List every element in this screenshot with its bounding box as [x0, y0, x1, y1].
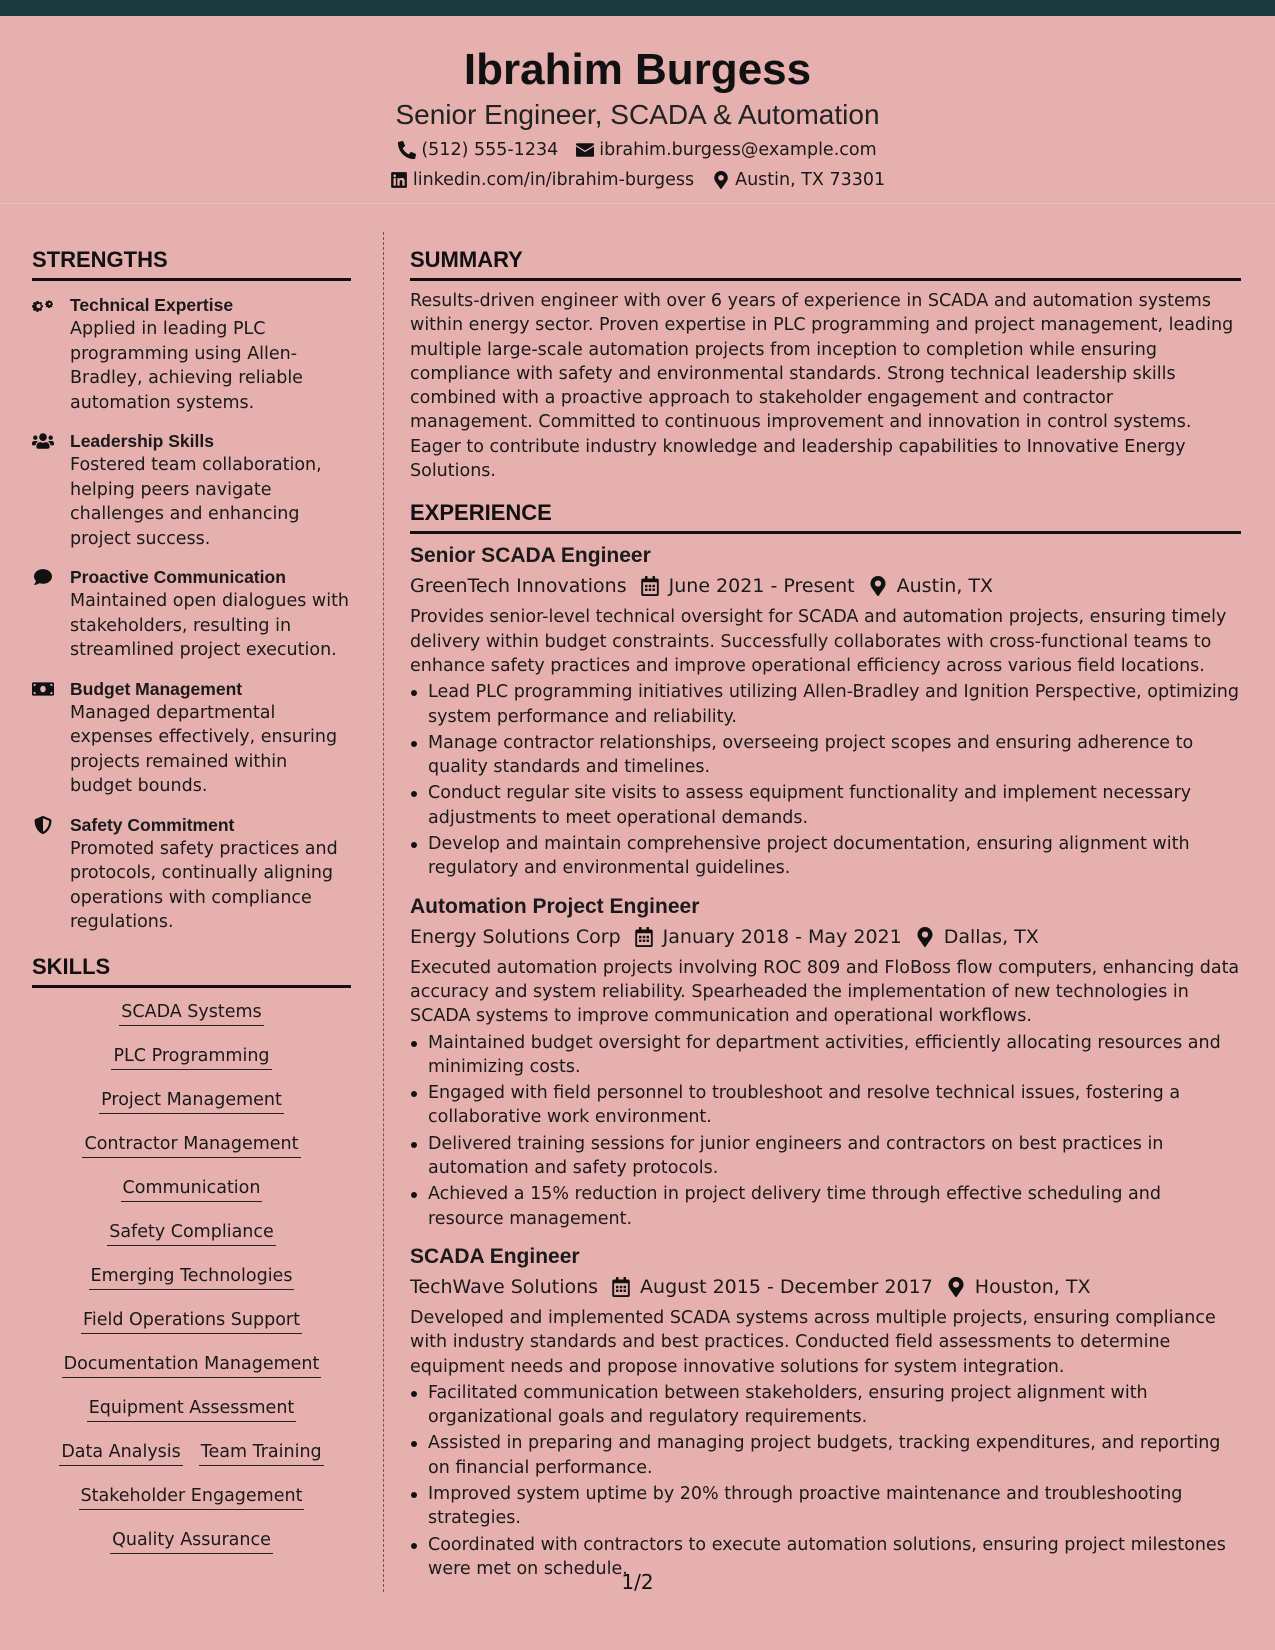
job-dates: August 2015 - December 2017	[640, 1275, 933, 1298]
strengths-heading: STRENGTHS	[32, 246, 351, 281]
job-company: Energy Solutions Corp	[410, 925, 621, 948]
job-entry	[410, 893, 1241, 1231]
job-bullets	[410, 680, 1241, 880]
job-location: Houston, TX	[974, 1275, 1091, 1298]
job-meta	[410, 922, 1241, 952]
calendar-icon	[612, 1277, 630, 1297]
skill-tag: Stakeholder Engagement	[79, 1484, 305, 1510]
contact-row-1	[0, 138, 1275, 162]
map-marker-icon	[916, 927, 934, 947]
job-bullet: Lead PLC programming initiatives utilizing Allen-Bradley and Ignition Perspective, optimizing system performance and reliability.	[410, 680, 1241, 729]
shield-icon	[32, 816, 54, 834]
strength-desc: Fostered team collaboration, helping peers navigate challenges and enhancing project success.	[70, 455, 322, 549]
job-meta	[410, 571, 1241, 601]
skill-tag: PLC Programming	[111, 1044, 271, 1070]
job-title: Automation Project Engineer	[410, 894, 700, 918]
map-marker-icon	[947, 1277, 965, 1297]
strength-name: Safety Commitment	[70, 814, 235, 835]
strength-name: Budget Management	[70, 678, 243, 699]
contact-row-2	[0, 168, 1275, 192]
users-icon	[32, 432, 54, 450]
skill-tag: Safety Compliance	[107, 1220, 276, 1246]
job-meta	[410, 1272, 1241, 1302]
right-column	[410, 246, 1241, 1583]
job-bullet: Maintained budget oversight for department activities, efficiently allocating resources and minimizing costs.	[410, 1031, 1241, 1080]
job-bullet: Achieved a 15% reduction in project delivery time through effective scheduling and resource management.	[410, 1182, 1241, 1231]
strength-item	[32, 429, 351, 551]
summary-text: Results-driven engineer with over 6 years of experience in SCADA and automation systems within energy sector. Proven expertise in PLC programming and project management, leading multiple large-scale automation projects from inception to completion while ensuring compliance with safety and environmental standards. Strong technical leadership skills combined with a proactive approach to stakeholder engagement and contractor management. Committed to continuous improvement and innovation in control systems. Eager to contribute industry knowledge and leadership capabilities to Innovative Energy Solutions.	[410, 291, 1234, 482]
skill-tag: Field Operations Support	[81, 1308, 302, 1334]
job-bullet: Improved system uptime by 20% through proactive maintenance and troubleshooting strategies.	[410, 1482, 1241, 1531]
job-dates: June 2021 - Present	[668, 575, 855, 598]
skill-tag: Documentation Management	[62, 1352, 322, 1378]
job-title: SCADA Engineer	[410, 1244, 580, 1268]
job-bullet: Engaged with field personnel to troubleshoot and resolve technical issues, fostering a collaborative work environment.	[410, 1081, 1241, 1130]
resume-header	[0, 16, 1275, 204]
job-entry	[410, 1243, 1241, 1581]
strength-name: Proactive Communication	[70, 567, 286, 587]
strength-item	[32, 565, 351, 663]
email-text[interactable]: ibrahim.burgess@example.com	[599, 140, 877, 160]
comment-icon	[32, 568, 54, 586]
experience-heading: EXPERIENCE	[410, 499, 1241, 534]
envelope-icon	[576, 141, 594, 159]
skills-heading: SKILLS	[32, 953, 351, 988]
map-marker-icon	[869, 576, 887, 596]
money-bill-icon	[32, 680, 54, 698]
job-company: TechWave Solutions	[410, 1275, 599, 1298]
strength-item	[32, 813, 351, 935]
job-bullet: Facilitated communication between stakeholders, ensuring project alignment with organizational goals and regulatory requirements.	[410, 1381, 1241, 1430]
skill-tag: Team Training	[199, 1440, 324, 1466]
left-column	[32, 246, 351, 1554]
job-title: Senior SCADA Engineer	[410, 544, 651, 568]
job-company: GreenTech Innovations	[410, 575, 627, 598]
skill-tag: SCADA Systems	[119, 1000, 263, 1026]
strength-name: Technical Expertise	[70, 295, 234, 315]
skill-tag: Data Analysis	[59, 1440, 182, 1466]
strength-item	[32, 677, 351, 799]
job-bullet: Coordinated with contractors to execute automation solutions, ensuring project milestones were met on schedule.	[410, 1533, 1241, 1582]
phone-contact	[398, 138, 558, 162]
skill-tag: Equipment Assessment	[87, 1396, 297, 1422]
strength-item	[32, 293, 351, 415]
location-text: Austin, TX 73301	[735, 170, 886, 190]
job-bullet: Conduct regular site visits to assess equipment functionality and implement necessary adjustments to meet operational demands.	[410, 781, 1241, 830]
skill-tag: Emerging Technologies	[89, 1264, 295, 1290]
job-bullets	[410, 1031, 1241, 1231]
linkedin-contact[interactable]	[390, 168, 694, 192]
job-bullet: Develop and maintain comprehensive project documentation, ensuring alignment with regulatory and environmental guidelines.	[410, 832, 1241, 881]
job-description: Executed automation projects involving ROC 809 and FloBoss flow computers, enhancing data accuracy and system reliability. Spearheaded the implementation of new technologies in SCADA systems to improve communication and operational workflows.	[410, 957, 1240, 1027]
calendar-icon	[635, 927, 653, 947]
candidate-title: Senior Engineer, SCADA & Automation	[395, 99, 880, 130]
job-bullets	[410, 1381, 1241, 1581]
strengths-list	[32, 293, 351, 935]
job-location: Austin, TX	[896, 575, 994, 598]
job-description: Developed and implemented SCADA systems across multiple projects, ensuring compliance with industry standards and best practices. Conducted field assessments to determine equipment needs and propose innovative solutions for system integration.	[410, 1307, 1216, 1377]
skill-tag: Project Management	[99, 1088, 284, 1114]
map-marker-icon	[712, 171, 730, 189]
location-contact	[712, 168, 885, 192]
column-divider	[383, 232, 384, 1592]
skill-tag: Communication	[121, 1176, 263, 1202]
job-dates: January 2018 - May 2021	[662, 925, 902, 948]
strength-desc: Promoted safety practices and protocols, continually aligning operations with compliance regulations.	[70, 838, 338, 932]
summary-heading: SUMMARY	[410, 246, 1241, 281]
job-description: Provides senior-level technical oversight for SCADA and automation projects, ensuring timely delivery within budget constraints. Successfully collaborates with cross-functional teams to enhance safety practices and improve operational efficiency across various field locations.	[410, 607, 1227, 676]
strength-desc: Managed departmental expenses effectively, ensuring projects remained within budget bounds.	[70, 702, 338, 796]
gears-icon	[32, 296, 54, 314]
top-bar	[0, 0, 1275, 16]
page-number: 1/2	[621, 1570, 654, 1594]
skill-tag: Contractor Management	[82, 1132, 300, 1158]
job-bullet: Assisted in preparing and managing project budgets, tracking expenditures, and reporting on financial performance.	[410, 1431, 1241, 1480]
linkedin-text[interactable]: linkedin.com/in/ibrahim-burgess	[412, 170, 695, 190]
job-bullet: Delivered training sessions for junior engineers and contractors on best practices in automation and safety protocols.	[410, 1132, 1241, 1181]
job-location: Dallas, TX	[943, 925, 1039, 948]
job-entry	[410, 542, 1241, 880]
strength-name: Leadership Skills	[70, 431, 214, 451]
candidate-name: Ibrahim Burgess	[463, 45, 812, 94]
skills-list	[32, 1000, 351, 1554]
strength-desc: Maintained open dialogues with stakeholders, resulting in streamlined project execution.	[70, 591, 350, 660]
linkedin-icon	[390, 171, 408, 189]
job-bullet: Manage contractor relationships, overseeing project scopes and ensuring adherence to quality standards and timelines.	[410, 731, 1241, 780]
skill-tag: Quality Assurance	[110, 1528, 273, 1554]
phone-icon	[398, 141, 416, 159]
phone-text: (512) 555-1234	[421, 140, 559, 160]
strength-desc: Applied in leading PLC programming using Allen-Bradley, achieving reliable automation systems.	[70, 319, 303, 413]
email-contact[interactable]	[576, 138, 876, 162]
calendar-icon	[641, 576, 659, 596]
